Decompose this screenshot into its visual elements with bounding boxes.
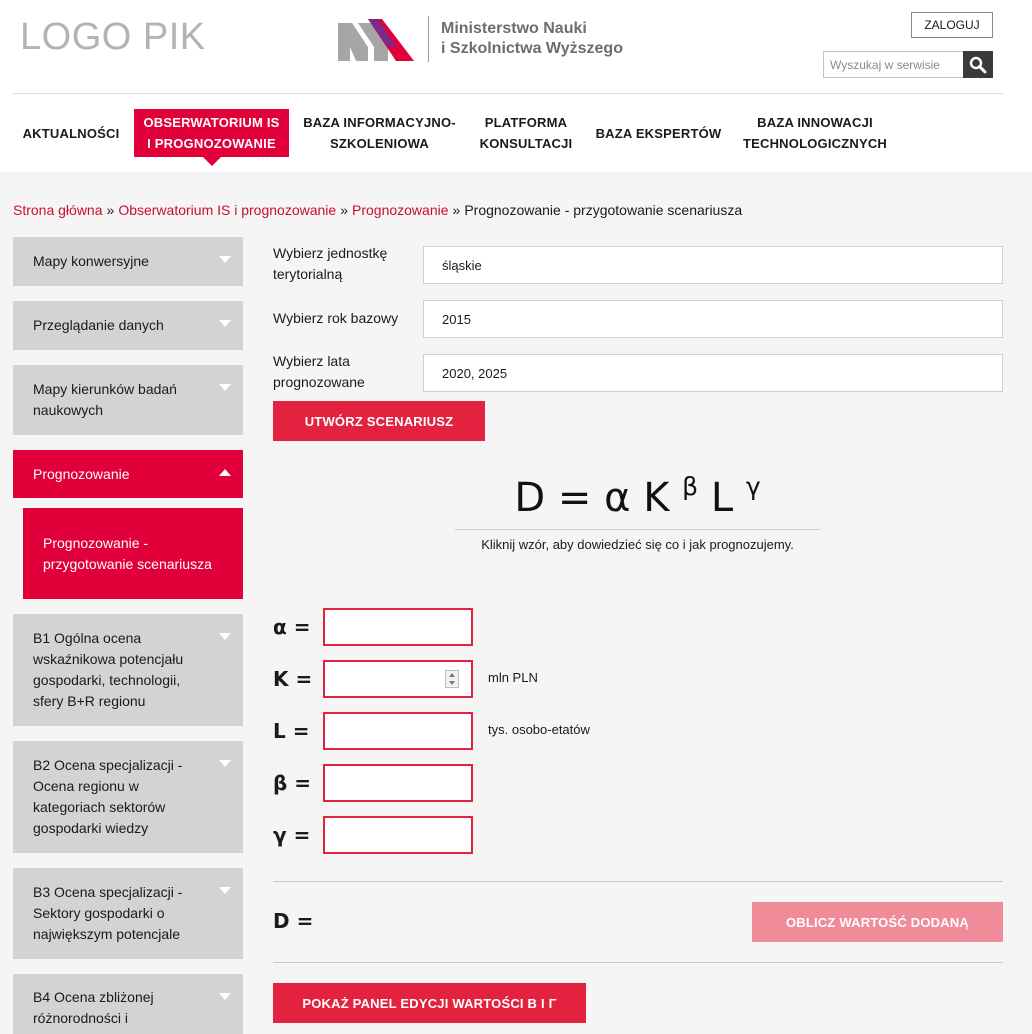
sidebar-item-b1[interactable] (13, 614, 243, 726)
chevron-down-icon (219, 887, 231, 894)
nav-item-baza-ekspertow[interactable]: BAZA EKSPERTÓW (595, 125, 722, 141)
sidebar-item-label: Prognozowanie (33, 465, 130, 482)
chevron-down-icon (219, 993, 231, 1000)
forecast-years-select[interactable]: 2020, 2025 (423, 354, 1003, 392)
create-scenario-button[interactable]: UTWÓRZ SCENARIUSZ (273, 401, 485, 441)
base-year-select[interactable]: 2015 (423, 300, 1003, 338)
unit-label: Wybierz jednostkę terytorialną (273, 245, 388, 282)
breadcrumb-current: Prognozowanie - przygotowanie scenariusza (464, 202, 743, 218)
sidebar-item-przegladanie-danych[interactable] (13, 301, 243, 350)
formula-alpha: α (604, 475, 631, 521)
l-unit: tys. osobo-etatów (488, 722, 590, 737)
ministry-emblem-icon (338, 17, 414, 61)
breadcrumb-home[interactable]: Strona główna (13, 202, 103, 218)
search-input[interactable]: Wyszukaj w serwisie (823, 51, 964, 78)
ministry-name-line1: Ministerstwo Nauki (441, 20, 587, 37)
breadcrumb-prognozowanie[interactable]: Prognozowanie (352, 202, 449, 218)
k-label: K = (273, 667, 313, 691)
spinner-icon[interactable] (445, 670, 459, 688)
formula-d: D (514, 475, 546, 521)
nav-item-obserwatorium[interactable]: OBSERWATORIUM IS I PROGNOZOWANIE (134, 109, 289, 157)
divider (273, 962, 1003, 963)
login-button[interactable]: ZALOGUJ (911, 12, 993, 38)
sidebar-item-label: B4 Ocena zbliżonej różnorodności i (33, 989, 154, 1026)
forecast-years-label: Wybierz lata prognozowane (273, 353, 365, 390)
sidebar-item-prognozowanie[interactable] (13, 450, 243, 498)
ministry-name-line2: i Szkolnictwa Wyższego (441, 40, 623, 57)
beta-input[interactable] (323, 764, 473, 802)
chevron-down-icon (219, 384, 231, 391)
logo-pik[interactable]: LOGO PIK (20, 16, 206, 58)
unit-select[interactable]: śląskie (423, 246, 1003, 284)
sidebar-item-mapy-kierunkow[interactable] (13, 365, 243, 435)
chevron-down-icon (219, 320, 231, 327)
d-label: D = (273, 909, 314, 933)
l-input[interactable] (323, 712, 473, 750)
nav-item-baza-informacyjno[interactable]: BAZA INFORMACYJNO- SZKOLENIOWA (303, 115, 456, 151)
ministry-divider (428, 16, 429, 62)
search-button[interactable] (963, 51, 993, 78)
formula[interactable] (455, 472, 820, 530)
breadcrumb: Strona główna » Obserwatorium IS i prognozowanie » Prognozowanie » Prognozowanie - przygotowanie scenariusza (13, 202, 743, 218)
breadcrumb-obserwatorium[interactable]: Obserwatorium IS i prognozowanie (118, 202, 337, 218)
site-header (0, 0, 1032, 172)
sidebar-item-label: B2 Ocena specjalizacji - Ocena regionu w kategoriach sektorów gospodarki wiedzy (33, 757, 183, 836)
nav-item-baza-innowacji[interactable]: BAZA INNOWACJI TECHNOLOGICZNYCH (742, 115, 888, 151)
chevron-down-icon (219, 760, 231, 767)
divider (273, 881, 1003, 882)
calculate-value-added-button[interactable]: OBLICZ WARTOŚĆ DODANĄ (752, 902, 1003, 942)
formula-gamma: γ (745, 472, 761, 501)
sidebar-item-b4[interactable] (13, 974, 243, 1034)
sidebar-item-label: B3 Ocena specjalizacji - Sektory gospodarki o największym potencjale (33, 884, 183, 942)
formula-k: K (643, 475, 670, 521)
beta-label: β = (273, 771, 312, 795)
header-divider (13, 93, 1003, 94)
k-unit: mln PLN (488, 670, 538, 685)
chevron-down-icon (219, 633, 231, 640)
chevron-down-icon (219, 256, 231, 263)
sidebar-item-b2[interactable] (13, 741, 243, 853)
search-icon (969, 56, 987, 74)
sidebar-item-b3[interactable] (13, 868, 243, 959)
gamma-input[interactable] (323, 816, 473, 854)
base-year-label: Wybierz rok bazowy (273, 310, 399, 326)
nav-item-aktualnosci[interactable]: AKTUALNOŚCI (22, 125, 120, 141)
formula-beta: β (682, 472, 699, 501)
sidebar-item-label: Przeglądanie danych (33, 317, 164, 333)
formula-l: L (710, 475, 734, 521)
sidebar-subitem-przygotowanie-scenariusza[interactable]: Prognozowanie - przygotowanie scenariusza (23, 508, 243, 599)
sidebar-item-mapy-konwersyjne[interactable] (13, 237, 243, 286)
sidebar-item-label: B1 Ogólna ocena wskaźnikowa potencjału gospodarki, technologii, sfery B+R regionu (33, 630, 184, 709)
nav-item-platforma[interactable]: PLATFORMA KONSULTACJI (479, 115, 573, 151)
formula-eq: = (557, 475, 592, 521)
formula-hint: Kliknij wzór, aby dowiedzieć się co i jak prognozujemy. (481, 537, 794, 552)
sidebar-item-label: Mapy konwersyjne (33, 253, 149, 269)
chevron-up-icon (219, 469, 231, 476)
alpha-input[interactable] (323, 608, 473, 646)
alpha-label: α = (273, 615, 311, 639)
gamma-label: γ = (273, 823, 311, 847)
show-edit-panel-button[interactable]: POKAŻ PANEL EDYCJI WARTOŚCI Β I Γ (273, 983, 586, 1023)
k-input[interactable] (323, 660, 473, 698)
sidebar-item-label: Mapy kierunków badań naukowych (33, 381, 177, 418)
ministry-name (441, 19, 623, 59)
ministry-logo[interactable] (338, 14, 623, 64)
l-label: L = (273, 719, 310, 743)
